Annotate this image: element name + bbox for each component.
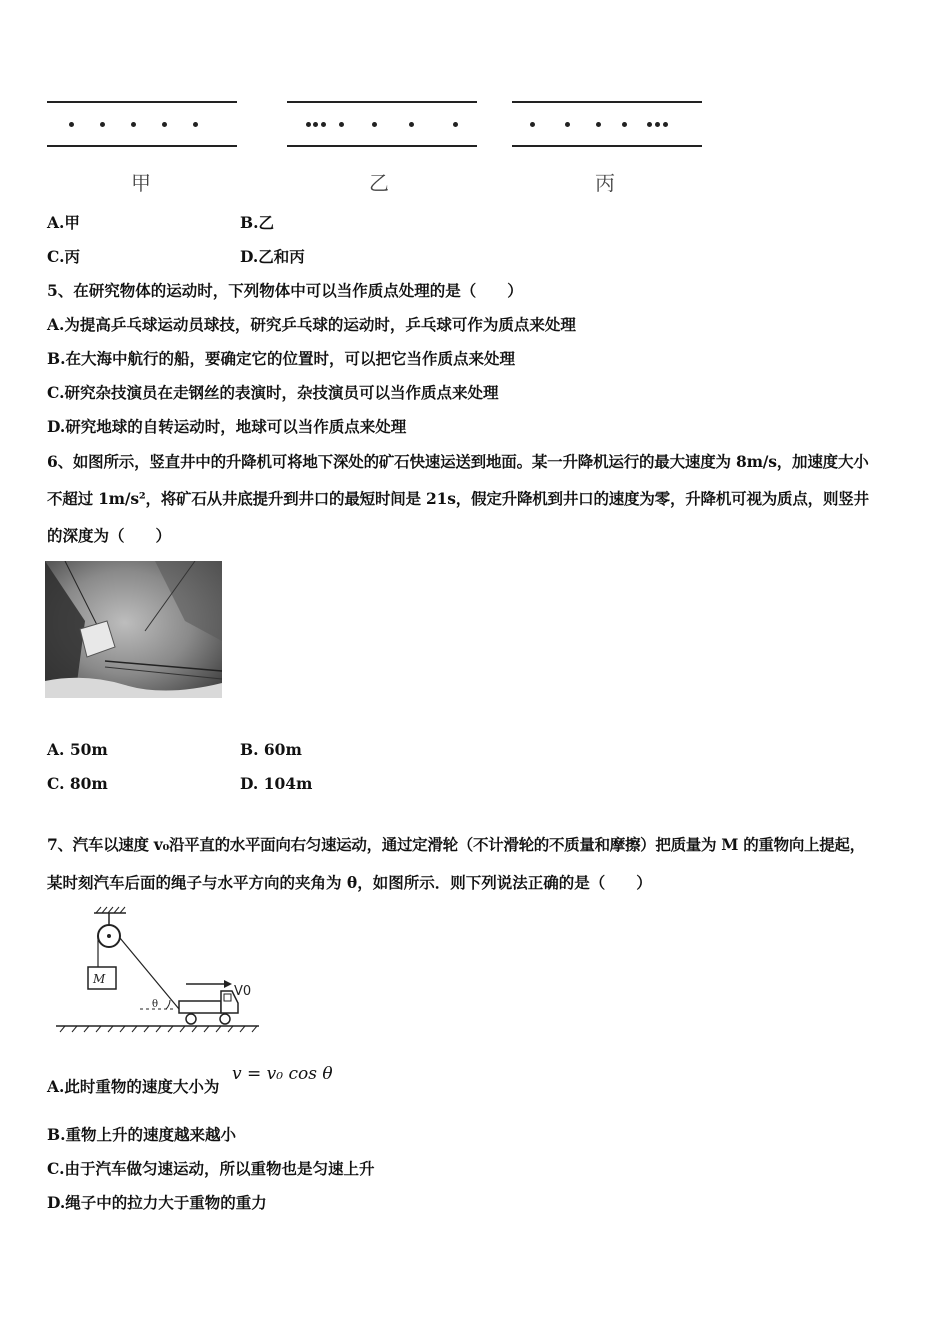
tape-dot [663,122,668,127]
q7-option-c: C.由于汽车做匀速运动，所以重物也是匀速上升 [47,1159,375,1178]
tape-dot [193,122,198,127]
tape-top-line [512,101,702,103]
tape-dot [453,122,458,127]
q7-option-b: B.重物上升的速度越来越小 [47,1125,236,1144]
q4-option-d: D.乙和丙 [240,247,305,266]
q7-stem-line2: 某时刻汽车后面的绳子与水平方向的夹角为 θ，如图所示．则下列说法正确的是（ ） [47,873,652,892]
tape-label-bing: 丙 [595,171,615,195]
q4-option-c: C.丙 [47,247,80,266]
tape-dot [530,122,535,127]
tape-dot [162,122,167,127]
q7-stem-line1: 7、汽车以速度 v₀沿平直的水平面向右匀速运动，通过定滑轮（不计滑轮的不质量和摩擦）把质量为 M 的重物向上提起， [47,835,865,854]
mass-label: M [93,972,106,986]
tape-dot [372,122,377,127]
tape-dot [647,122,652,127]
tape-dot [622,122,627,127]
q6-stem-line1: 6、如图所示，竖直井中的升降机可将地下深处的矿石快速运送到地面。某一升降机运行的最大速度为 8m/s，加速度大小 [47,452,869,471]
tape-dot [321,122,326,127]
tape-dot [313,122,318,127]
q6-option-d: D. 104m [240,774,313,793]
q5-option-d: D.研究地球的自转运动时，地球可以当作质点来处理 [47,417,407,436]
tape-dot [306,122,311,127]
tape-dot [131,122,136,127]
q4-option-a: A.甲 [47,213,80,232]
q6-stem-line2: 不超过 1m/s²，将矿石从井底提升到井口的最短时间是 21s，假定升降机到井口的速度为零，升降机可视为质点，则竖井 [47,489,869,508]
tape-dot [565,122,570,127]
tape-dot [100,122,105,127]
mine-shaft-photo [45,561,222,698]
q6-option-a: A. 50m [47,740,108,759]
tape-bottom-line [512,145,702,147]
angle-label: θ [152,999,159,1010]
tape-label-jia: 甲 [131,171,151,195]
tape-label-yi: 乙 [369,171,389,195]
q5-option-b: B.在大海中航行的船，要确定它的位置时，可以把它当作质点来处理 [47,349,515,368]
tape-bottom-line [47,145,237,147]
tape-dot [339,122,344,127]
q6-stem-line3: 的深度为（ ） [47,526,172,545]
tape-dot [409,122,414,127]
q7-option-a: A.此时重物的速度大小为 [47,1077,220,1096]
q6-option-c: C. 80m [47,774,108,793]
tape-bottom-line [287,145,477,147]
q5-option-c: C.研究杂技演员在走钢丝的表演时，杂技演员可以当作质点来处理 [47,383,499,402]
q7-option-d: D.绳子中的拉力大于重物的重力 [47,1193,267,1212]
velocity-label: V0 [234,984,252,999]
tape-dot [655,122,660,127]
q6-option-b: B. 60m [240,740,302,759]
q5-option-a: A.为提高乒乓球运动员球技，研究乒乓球的运动时，乒乓球可作为质点来处理 [47,315,576,334]
q5-stem: 5、在研究物体的运动时，下列物体中可以当作质点处理的是（ ） [47,281,523,300]
tape-top-line [287,101,477,103]
tape-top-line [47,101,237,103]
pulley-car-figure [54,905,264,1035]
tape-dot [69,122,74,127]
q7-option-a-formula: v = v₀ cos θ [232,1064,333,1084]
tape-dot [596,122,601,127]
q4-option-b: B.乙 [240,213,274,232]
